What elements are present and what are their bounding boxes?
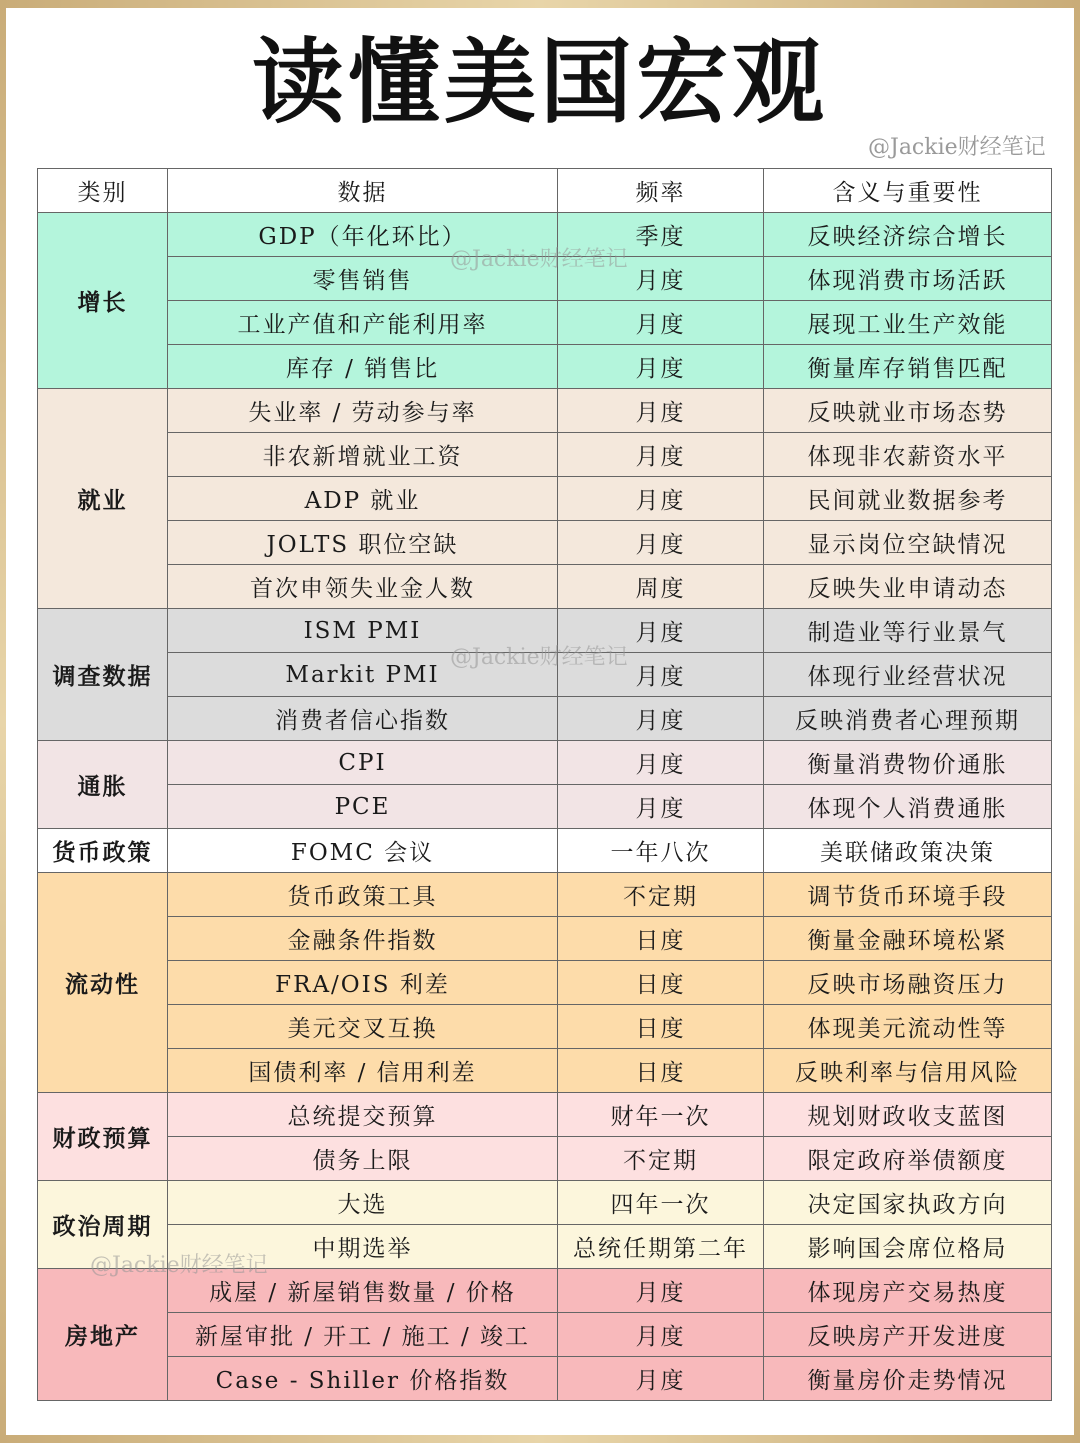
data-cell: 新屋审批 / 开工 / 施工 / 竣工	[168, 1313, 558, 1357]
table-header-row	[38, 169, 1052, 213]
frequency-cell: 四年一次	[558, 1181, 764, 1225]
table-row	[38, 829, 1052, 873]
data-cell: PCE	[168, 785, 558, 829]
bottom-border	[0, 1435, 1080, 1443]
table-row	[38, 917, 1052, 961]
meaning-cell: 民间就业数据参考	[764, 477, 1052, 521]
table-row	[38, 1357, 1052, 1401]
meaning-cell: 制造业等行业景气	[764, 609, 1052, 653]
frequency-cell: 月度	[558, 1313, 764, 1357]
header-category: 类别	[38, 169, 168, 213]
table-row	[38, 1313, 1052, 1357]
data-cell: 库存 / 销售比	[168, 345, 558, 389]
table-row	[38, 1137, 1052, 1181]
frequency-cell: 月度	[558, 1269, 764, 1313]
frequency-cell: 日度	[558, 917, 764, 961]
data-cell: 失业率 / 劳动参与率	[168, 389, 558, 433]
meaning-cell: 反映失业申请动态	[764, 565, 1052, 609]
frequency-cell: 月度	[558, 433, 764, 477]
table-row	[38, 697, 1052, 741]
header-data: 数据	[168, 169, 558, 213]
data-cell: Case - Shiller 价格指数	[168, 1357, 558, 1401]
frequency-cell: 月度	[558, 609, 764, 653]
meaning-cell: 美联储政策决策	[764, 829, 1052, 873]
data-cell: 成屋 / 新屋销售数量 / 价格	[168, 1269, 558, 1313]
frequency-cell: 月度	[558, 257, 764, 301]
watermark-top: @Jackie财经笔记	[868, 135, 1046, 160]
data-cell: GDP（年化环比）	[168, 213, 558, 257]
table-row	[38, 1269, 1052, 1313]
data-cell: 中期选举	[168, 1225, 558, 1269]
frequency-cell: 日度	[558, 1005, 764, 1049]
meaning-cell: 反映消费者心理预期	[764, 697, 1052, 741]
frequency-cell: 不定期	[558, 873, 764, 917]
meaning-cell: 调节货币环境手段	[764, 873, 1052, 917]
frequency-cell: 月度	[558, 521, 764, 565]
frequency-cell: 月度	[558, 1357, 764, 1401]
meaning-cell: 体现消费市场活跃	[764, 257, 1052, 301]
data-cell: 总统提交预算	[168, 1093, 558, 1137]
frequency-cell: 季度	[558, 213, 764, 257]
category-cell: 政治周期	[38, 1181, 168, 1269]
meaning-cell: 规划财政收支蓝图	[764, 1093, 1052, 1137]
meaning-cell: 反映利率与信用风险	[764, 1049, 1052, 1093]
frequency-cell: 月度	[558, 477, 764, 521]
macro-indicator-table	[37, 168, 1052, 1401]
meaning-cell: 影响国会席位格局	[764, 1225, 1052, 1269]
meaning-cell: 限定政府举债额度	[764, 1137, 1052, 1181]
data-cell: 美元交叉互换	[168, 1005, 558, 1049]
table-row	[38, 1225, 1052, 1269]
table-row	[38, 1093, 1052, 1137]
category-cell: 就业	[38, 389, 168, 609]
data-cell: 国债利率 / 信用利差	[168, 1049, 558, 1093]
data-cell: 首次申领失业金人数	[168, 565, 558, 609]
frequency-cell: 一年八次	[558, 829, 764, 873]
left-border	[0, 0, 6, 1443]
meaning-cell: 决定国家执政方向	[764, 1181, 1052, 1225]
frequency-cell: 月度	[558, 741, 764, 785]
category-cell: 财政预算	[38, 1093, 168, 1181]
category-cell: 调查数据	[38, 609, 168, 741]
table-row	[38, 389, 1052, 433]
data-cell: 债务上限	[168, 1137, 558, 1181]
table-row	[38, 1005, 1052, 1049]
data-cell: CPI	[168, 741, 558, 785]
data-cell: JOLTS 职位空缺	[168, 521, 558, 565]
data-cell: ISM PMI	[168, 609, 558, 653]
category-cell: 货币政策	[38, 829, 168, 873]
data-cell: 工业产值和产能利用率	[168, 301, 558, 345]
table-row	[38, 741, 1052, 785]
table-row	[38, 301, 1052, 345]
category-cell: 流动性	[38, 873, 168, 1093]
page-title: 读懂美国宏观	[251, 29, 828, 136]
table-row	[38, 345, 1052, 389]
meaning-cell: 反映经济综合增长	[764, 213, 1052, 257]
meaning-cell: 衡量库存销售匹配	[764, 345, 1052, 389]
meaning-cell: 体现个人消费通胀	[764, 785, 1052, 829]
data-cell: 消费者信心指数	[168, 697, 558, 741]
table-row	[38, 653, 1052, 697]
frequency-cell: 月度	[558, 653, 764, 697]
frequency-cell: 日度	[558, 961, 764, 1005]
table-row	[38, 213, 1052, 257]
meaning-cell: 展现工业生产效能	[764, 301, 1052, 345]
frequency-cell: 不定期	[558, 1137, 764, 1181]
watermark-3: @Jackie财经笔记	[90, 1253, 268, 1278]
meaning-cell: 体现美元流动性等	[764, 1005, 1052, 1049]
table-row	[38, 1049, 1052, 1093]
data-cell: 零售销售	[168, 257, 558, 301]
frequency-cell: 周度	[558, 565, 764, 609]
header-frequency: 频率	[558, 169, 764, 213]
frequency-cell: 月度	[558, 389, 764, 433]
data-cell: 非农新增就业工资	[168, 433, 558, 477]
meaning-cell: 衡量金融环境松紧	[764, 917, 1052, 961]
watermark-1: @Jackie财经笔记	[450, 247, 628, 272]
category-cell: 通胀	[38, 741, 168, 829]
meaning-cell: 衡量消费物价通胀	[764, 741, 1052, 785]
data-cell: 大选	[168, 1181, 558, 1225]
meaning-cell: 衡量房价走势情况	[764, 1357, 1052, 1401]
meaning-cell: 体现房产交易热度	[764, 1269, 1052, 1313]
meaning-cell: 体现非农薪资水平	[764, 433, 1052, 477]
frequency-cell: 月度	[558, 785, 764, 829]
table-row	[38, 565, 1052, 609]
frequency-cell: 月度	[558, 345, 764, 389]
right-border	[1074, 0, 1080, 1443]
frequency-cell: 财年一次	[558, 1093, 764, 1137]
table-row	[38, 477, 1052, 521]
meaning-cell: 反映市场融资压力	[764, 961, 1052, 1005]
top-border	[0, 0, 1080, 8]
table-row	[38, 1181, 1052, 1225]
table-body	[38, 213, 1052, 1401]
data-cell: 货币政策工具	[168, 873, 558, 917]
frequency-cell: 日度	[558, 1049, 764, 1093]
data-cell: ADP 就业	[168, 477, 558, 521]
category-cell: 增长	[38, 213, 168, 389]
meaning-cell: 体现行业经营状况	[764, 653, 1052, 697]
table-row	[38, 521, 1052, 565]
frequency-cell: 月度	[558, 301, 764, 345]
table-row	[38, 433, 1052, 477]
frequency-cell: 总统任期第二年	[558, 1225, 764, 1269]
table-row	[38, 785, 1052, 829]
table-row	[38, 961, 1052, 1005]
table-row	[38, 257, 1052, 301]
meaning-cell: 反映房产开发进度	[764, 1313, 1052, 1357]
header-meaning: 含义与重要性	[764, 169, 1052, 213]
category-cell: 房地产	[38, 1269, 168, 1401]
watermark-2: @Jackie财经笔记	[450, 645, 628, 670]
table-row	[38, 609, 1052, 653]
frequency-cell: 月度	[558, 697, 764, 741]
data-cell: FRA/OIS 利差	[168, 961, 558, 1005]
data-cell: Markit PMI	[168, 653, 558, 697]
data-cell: FOMC 会议	[168, 829, 558, 873]
data-cell: 金融条件指数	[168, 917, 558, 961]
table-row	[38, 873, 1052, 917]
meaning-cell: 显示岗位空缺情况	[764, 521, 1052, 565]
meaning-cell: 反映就业市场态势	[764, 389, 1052, 433]
